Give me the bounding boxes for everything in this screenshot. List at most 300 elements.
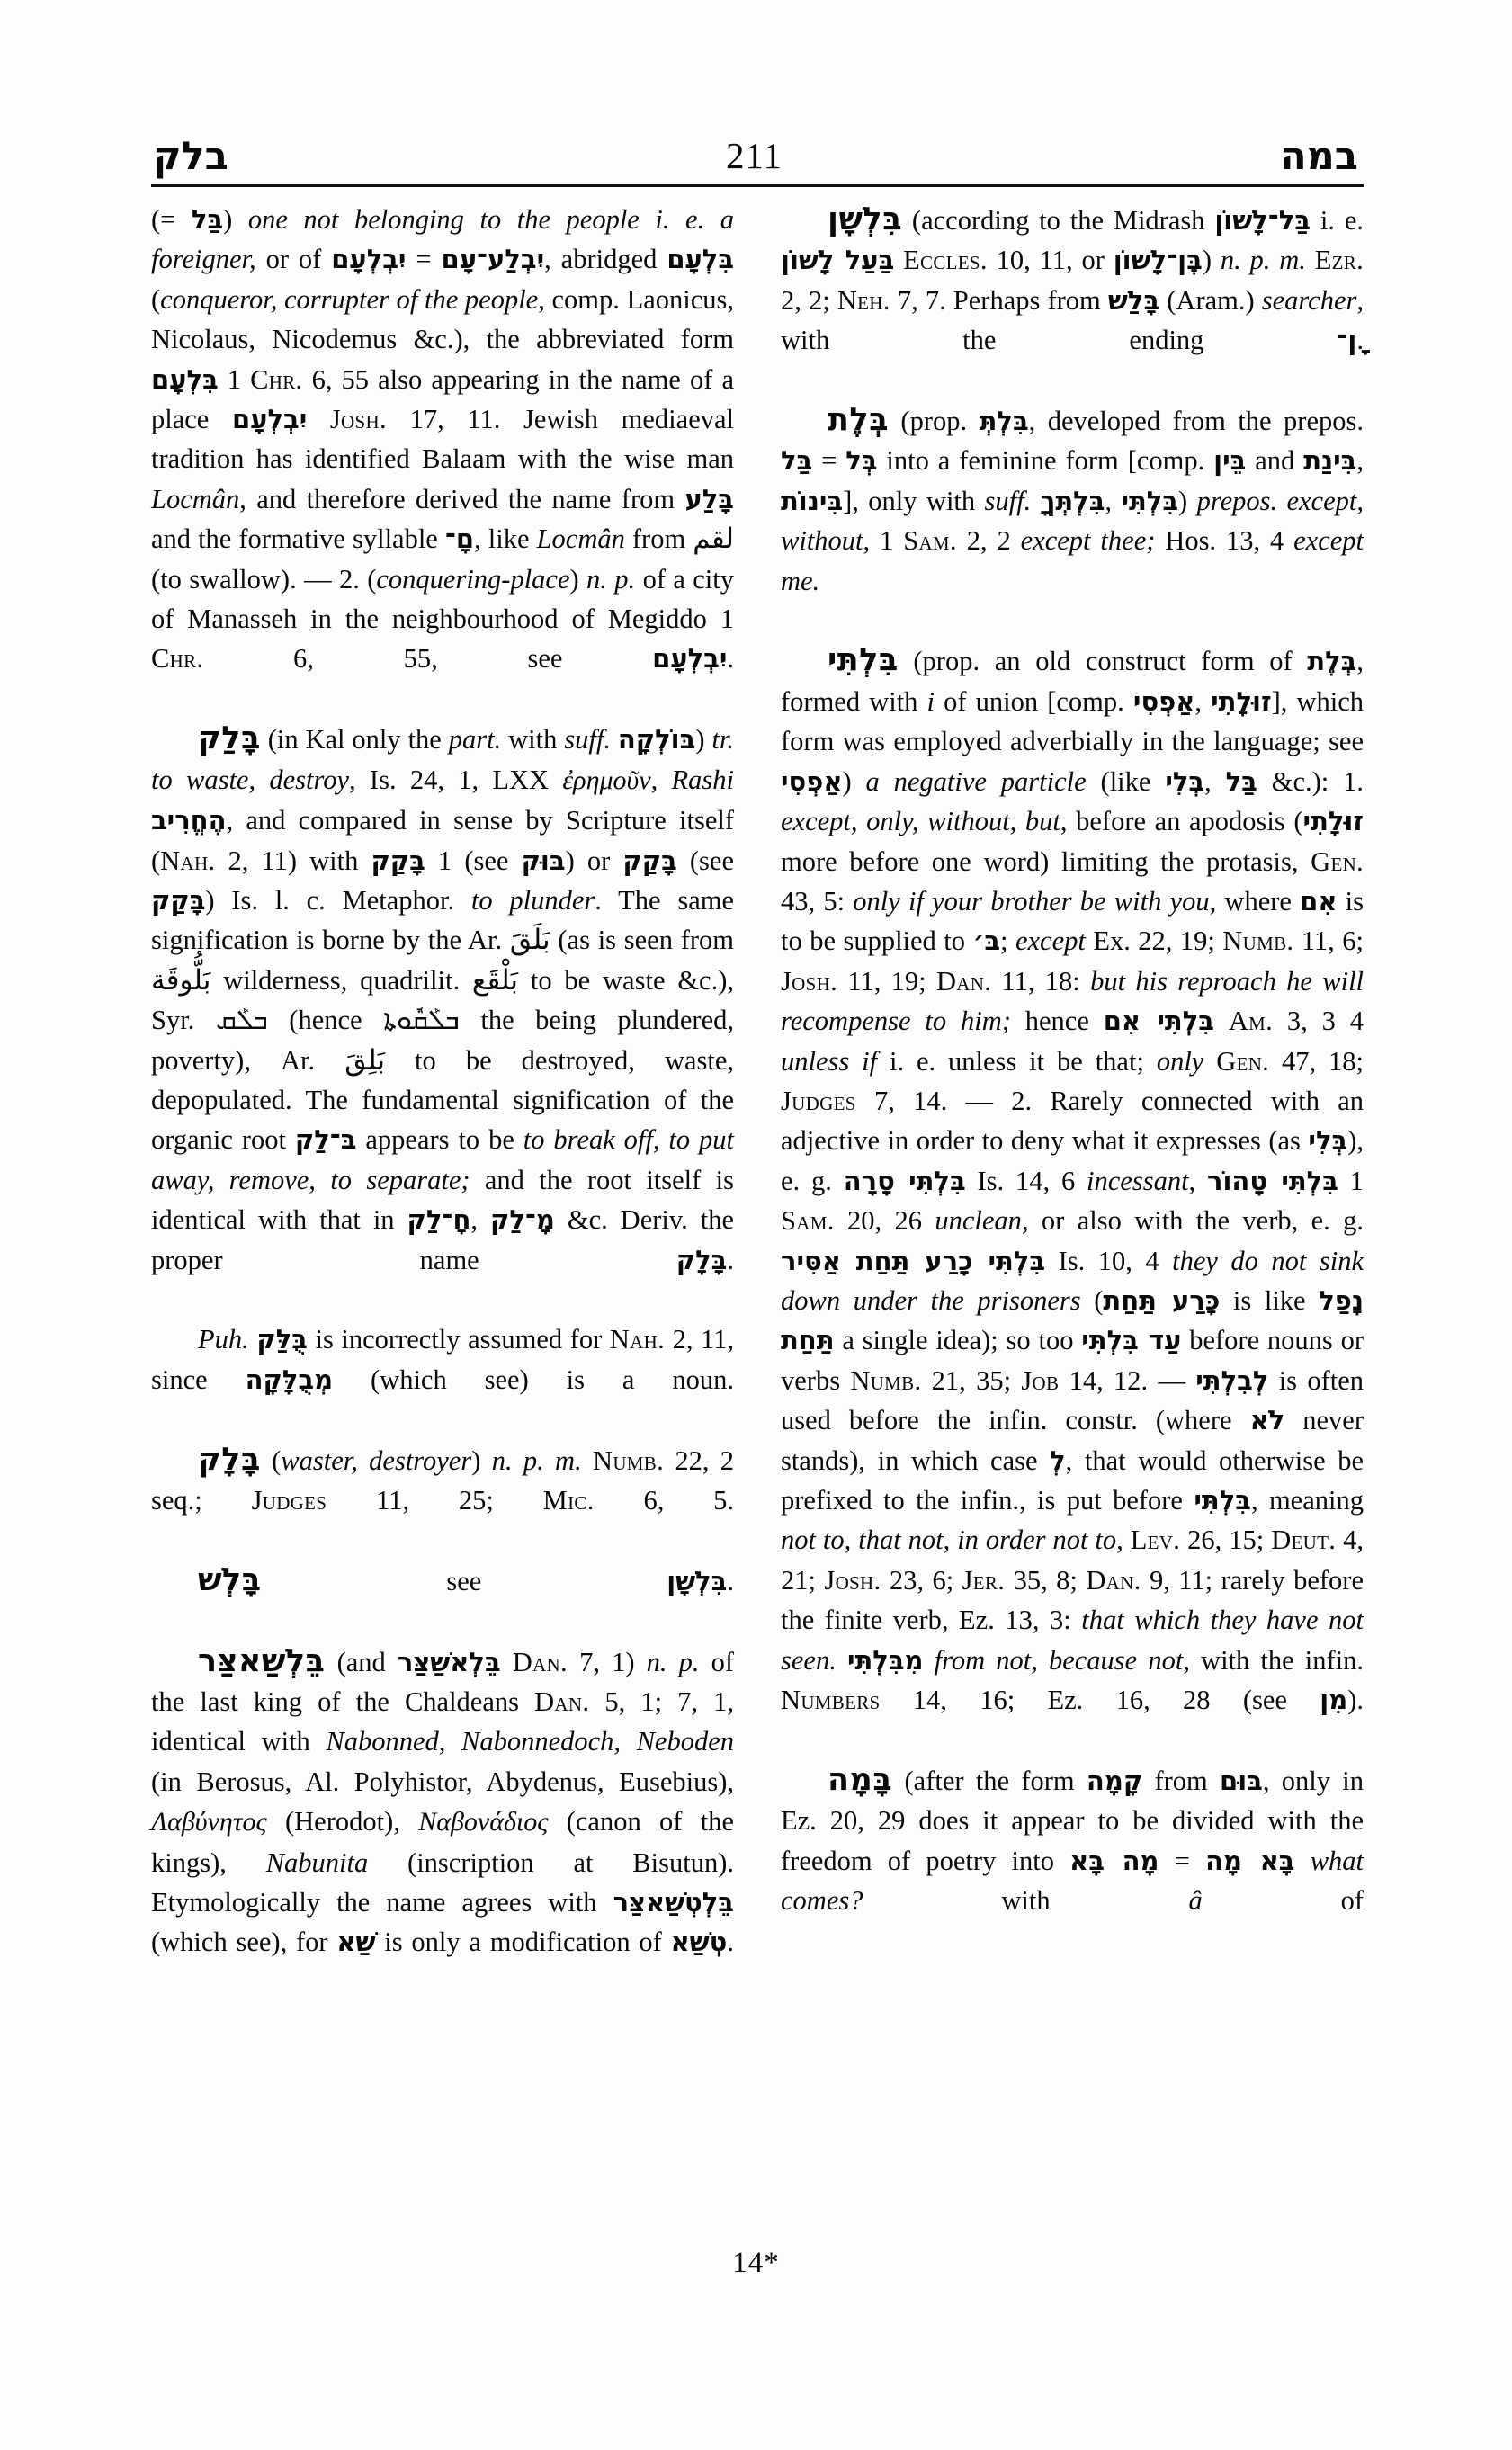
body-text: and: [1246, 445, 1304, 477]
body-text: [307, 404, 330, 434]
body-text: [611, 724, 618, 755]
scripture-reference: Ezr.: [1314, 245, 1364, 276]
running-head-right: במה: [1280, 134, 1358, 179]
arabic-text: بَلُّوقَة: [151, 963, 211, 997]
body-text: 47, 18;: [1269, 1045, 1364, 1077]
body-text: , only in Ez. 20, 29 does it appear to be divided with the freedom of poetry into: [781, 1765, 1364, 1876]
hebrew-text: קָמָה: [1086, 1765, 1143, 1796]
body-text: ], only with: [843, 485, 985, 516]
gloss-text: except, only, without, but: [781, 806, 1060, 837]
dictionary-entry: [151, 1440, 734, 1560]
scripture-reference: Josh.: [329, 404, 387, 435]
body-text: ): [1178, 485, 1197, 516]
body-text: is like: [1220, 1284, 1320, 1316]
hebrew-text: יִבְלְעָם: [232, 404, 308, 435]
hebrew-text: בְּלֶת: [1307, 646, 1357, 677]
body-text: ,: [1356, 445, 1364, 477]
running-head-left: בלק: [153, 134, 228, 179]
gloss-text: tr. to waste, destroy: [151, 724, 734, 795]
body-text: (in Berosus, Al. Polyhistor, Abydenus, Eusebius),: [151, 1766, 734, 1797]
body-text: 17, 11. Jewish mediaeval tradition has identified Balaam with the wise man: [151, 404, 734, 475]
gloss-text: n. p.: [586, 563, 636, 595]
body-text: (hence: [267, 1005, 384, 1036]
hebrew-text: בָּלַשׁ: [1107, 284, 1160, 316]
hebrew-text: בָּקַק: [622, 845, 677, 876]
scripture-reference: Dan.: [935, 965, 992, 997]
gloss-text: conquering-place: [376, 563, 570, 595]
body-text: , comp. Laonicus, Nicolaus, Nicodemus &c.), the abbreviated form: [151, 283, 734, 355]
body-text: (: [151, 283, 161, 315]
hebrew-text: מְבֻלָּקָה: [245, 1364, 334, 1395]
gloss-text: suff.: [564, 724, 611, 756]
body-text: (according to the Midrash: [902, 205, 1215, 236]
hebrew-text: בּוֹלְקָה: [617, 724, 696, 756]
hebrew-text: בָּקַק: [371, 845, 425, 876]
body-text: ;: [1000, 925, 1015, 957]
hebrew-text: מִן: [1320, 1685, 1348, 1716]
scripture-reference: Numb.: [850, 1364, 922, 1396]
body-text: 9, 11; rarely before the finite verb, Ez. 13, 3:: [781, 1564, 1364, 1636]
body-text: 43, 5:: [781, 885, 854, 917]
greek-text: ἐρημοῦν: [562, 765, 651, 795]
body-text: to be waste &c.), Syr.: [151, 964, 734, 1036]
body-text: 2, 11) with: [215, 845, 371, 876]
gloss-text: that which they have not seen.: [781, 1605, 1364, 1676]
hebrew-text: בִּלְתִּי: [1121, 485, 1179, 516]
gloss-text: a negative particle: [865, 765, 1087, 797]
hebrew-text: בַּל־לָשׁוֹן: [1214, 205, 1311, 236]
body-text: ): [223, 204, 248, 235]
body-text: ), e. g.: [781, 1125, 1364, 1196]
left-column: [151, 200, 734, 2002]
arabic-text: بَلْقَع: [471, 963, 518, 997]
page-number: 211: [726, 135, 783, 176]
header-rule: [151, 184, 1364, 187]
body-text: with: [501, 724, 565, 756]
body-text: and the root itself is identical with that in: [151, 1164, 734, 1236]
signature-mark: 14*: [732, 2247, 780, 2279]
body-text: with: [863, 1885, 1189, 1917]
body-text: into a feminine form [comp.: [877, 445, 1214, 477]
body-text: [894, 245, 903, 275]
body-text: 1 (see: [425, 845, 522, 876]
body-text: (in Kal only the: [260, 724, 449, 756]
dictionary-entry: [151, 1560, 734, 1641]
gloss-text: unclean: [935, 1205, 1022, 1237]
gloss-text: Rashi: [671, 764, 734, 795]
dictionary-entry: [781, 640, 1364, 1759]
gloss-text: what comes?: [781, 1845, 1364, 1917]
body-text: , that would otherwise be prefixed to the infin., is put before: [781, 1444, 1364, 1516]
body-text: of union [comp.: [935, 685, 1133, 717]
body-text: . The same signification is borne by the Ar.: [151, 884, 734, 956]
scripture-reference: Deut.: [1271, 1525, 1337, 1556]
hebrew-text: בּ־לַק: [294, 1124, 357, 1156]
body-text: ).: [1347, 1685, 1364, 1716]
entry-headword: בָּלְשׁ: [198, 1561, 262, 1598]
gloss-text: Nabunita: [265, 1846, 369, 1878]
gloss-text: n. p. m.: [1220, 245, 1306, 276]
body-text: , before an apodosis (: [1060, 806, 1303, 837]
body-text: .: [727, 643, 734, 675]
scripture-reference: Lev.: [1130, 1525, 1181, 1556]
body-text: 20, 26: [834, 1205, 935, 1237]
right-column: [781, 200, 1364, 2002]
entry-headword: בִּלְתִּי: [828, 642, 899, 679]
gloss-text: conqueror, corrupter of the people: [160, 283, 539, 315]
body-text: [501, 1647, 513, 1677]
scripture-reference: Gen.: [1216, 1045, 1270, 1077]
body-text: from: [1142, 1765, 1221, 1796]
hebrew-text: בּוּם: [1220, 1765, 1263, 1796]
body-text: .: [727, 1244, 734, 1275]
gloss-text: Puh.: [198, 1324, 249, 1355]
arabic-text: لقم: [693, 523, 734, 556]
page-header: [153, 108, 1358, 178]
body-text: ) Is. l. c. Metaphor.: [205, 884, 471, 916]
hebrew-text: בִּלְתְּ: [979, 406, 1029, 437]
scripture-reference: Numb.: [1222, 925, 1294, 957]
body-text: &c. Deriv. the proper name: [151, 1204, 734, 1275]
body-text: =: [406, 244, 442, 275]
hebrew-text: בַּל: [1225, 765, 1257, 797]
hebrew-text: בַּעַל לָשׁוֹן: [781, 245, 895, 276]
body-text: 5, 1; 7, 1, identical with: [151, 1686, 734, 1757]
body-text: (prop. an old construct form of: [898, 646, 1308, 677]
hebrew-text: לֹא: [1249, 1405, 1285, 1436]
gloss-text: from not, because not: [934, 1644, 1184, 1676]
gloss-text: not to, that not, in order not to: [781, 1525, 1117, 1556]
body-text: 11, 6;: [1293, 925, 1364, 957]
body-text: , and therefore derived the name from: [239, 483, 685, 514]
entry-headword: בְּלֶת: [828, 402, 889, 439]
body-text: , Is. 24, 1, LXX: [349, 764, 563, 795]
hebrew-text: חָ־לַק: [407, 1204, 471, 1236]
gloss-text: n. p. m.: [491, 1444, 582, 1476]
body-text: from: [624, 523, 693, 555]
body-text: (and: [325, 1646, 398, 1677]
hebrew-text: אַפְסִי: [1132, 685, 1195, 717]
gloss-text: except: [1015, 925, 1086, 957]
body-text: appears to be: [356, 1124, 523, 1156]
body-text: 7, 14. — 2. Rarely connected with an adjective in order to deny what it expresses (as: [781, 1085, 1364, 1157]
hebrew-text: בּ׳: [972, 925, 1001, 957]
hebrew-text: יִבְלַע־עָם: [441, 244, 545, 275]
body-text: Ex. 22, 19;: [1085, 925, 1223, 957]
body-text: .: [727, 1927, 734, 1958]
entry-headword: בֵּלְשַׁאצַּר: [198, 1642, 326, 1679]
body-text: ): [695, 724, 712, 756]
scripture-reference: Numb.: [593, 1444, 665, 1476]
body-text: ): [842, 765, 866, 797]
scripture-reference: Sam.: [781, 1205, 835, 1237]
body-text: 6, 5.: [594, 1485, 734, 1516]
hebrew-text: בְּלִי: [1165, 765, 1205, 797]
gloss-text: incessant: [1087, 1165, 1189, 1196]
body-text: i. e. unless it be that;: [877, 1045, 1157, 1077]
body-text: (Aram.): [1159, 284, 1262, 316]
hebrew-text: יִבְלְעָם: [652, 643, 728, 675]
column-container: [151, 200, 1364, 2002]
body-text: a single idea); so too: [834, 1325, 1082, 1356]
body-text: [1203, 1046, 1216, 1077]
body-text: 11, 19;: [837, 965, 936, 997]
dictionary-entry: [781, 200, 1364, 400]
gloss-text: they do not sink down under the prisoners: [781, 1245, 1364, 1316]
body-text: , or also with the verb, e. g.: [1021, 1205, 1364, 1237]
body-text: (Herodot),: [266, 1806, 419, 1838]
body-text: ,: [1116, 1525, 1131, 1556]
gloss-text: to plunder: [470, 884, 595, 916]
body-text: (which see) is a noun.: [333, 1364, 734, 1395]
body-text: of: [1202, 1885, 1364, 1917]
body-text: i. e.: [1311, 205, 1364, 236]
hebrew-text: בּוּק: [521, 845, 566, 876]
body-text: or of: [265, 244, 332, 275]
hebrew-text: ָן־: [1337, 325, 1357, 356]
greek-text: Ναβονάδιος: [418, 1807, 549, 1838]
dictionary-entry: [151, 1641, 734, 2003]
dictionary-entry: [781, 1760, 1364, 1961]
body-text: 14, 12. —: [1059, 1364, 1196, 1396]
gloss-text: i. e. a foreigner,: [151, 204, 734, 275]
body-text: 4, 21;: [781, 1525, 1364, 1596]
body-text: ,: [470, 1204, 490, 1236]
hebrew-text: בִּלְעָם: [151, 363, 219, 395]
body-text: ): [1202, 245, 1221, 276]
body-text: 1: [218, 363, 251, 395]
body-text: ) or: [565, 845, 623, 876]
body-text: ,: [1194, 685, 1212, 717]
body-text: of a city of Manasseh in the neighbourhood of Megiddo 1: [151, 563, 735, 635]
body-text: Is. 10, 4: [1045, 1245, 1173, 1276]
scripture-reference: Am.: [1228, 1006, 1274, 1037]
body-text: 1: [1338, 1165, 1364, 1196]
hebrew-text: בֶּן־לָשׁוֹן: [1113, 245, 1203, 276]
hebrew-text: זוּלָתִי: [1302, 806, 1364, 837]
scripture-reference: Gen.: [1311, 845, 1364, 877]
hebrew-text: בֵּין: [1213, 445, 1247, 477]
body-text: 6, 55, see: [203, 643, 653, 675]
hebrew-text: בִּלְתִּי טָהוֹר: [1207, 1165, 1338, 1196]
body-text: 26, 15;: [1180, 1525, 1272, 1556]
arabic-text: بَلَقَ: [509, 924, 550, 957]
gloss-text: Locmân: [151, 483, 240, 514]
body-text: ,: [1188, 1165, 1207, 1196]
body-text: .: [1356, 325, 1364, 356]
dictionary-entry: [151, 719, 734, 1319]
body-text: , meaning: [1250, 1485, 1364, 1516]
hebrew-text: מִבִּלְתִּי: [846, 1644, 924, 1676]
body-text: 7, 1): [567, 1646, 647, 1677]
body-text: , with the infin.: [1183, 1644, 1364, 1676]
body-text: [924, 1645, 935, 1676]
body-text: is to be supplied to: [781, 885, 1364, 957]
gloss-text: prepos. except, without: [781, 485, 1364, 557]
hebrew-text: לְ: [1050, 1444, 1066, 1476]
body-text: Hos. 13, 4: [1155, 525, 1294, 557]
gloss-text: waster, destroyer: [281, 1444, 472, 1476]
hebrew-text: בִּלְשָׁן: [667, 1565, 728, 1596]
body-text: [1214, 1006, 1229, 1036]
body-text: ,: [650, 764, 672, 795]
body-text: 22, 2 seq.;: [151, 1444, 734, 1516]
hebrew-text: בָּקַק: [151, 884, 206, 916]
body-text: 7, 7. Perhaps from: [890, 284, 1108, 316]
syriac-text: ܒܠܰܩܽܘܬܐ: [383, 1004, 460, 1037]
dictionary-entry: [781, 400, 1364, 640]
body-text: , like: [474, 523, 537, 555]
body-text: ): [471, 1444, 492, 1476]
hebrew-text: בָּלָק: [675, 1244, 728, 1275]
body-text: wilderness, quadrilit.: [210, 964, 472, 996]
body-text: 10, 11, or: [987, 245, 1114, 276]
hebrew-text: םָ־: [444, 523, 475, 555]
hebrew-text: אִם: [1300, 885, 1338, 917]
gloss-text: only: [1156, 1045, 1204, 1077]
gloss-text: only if your brother be with you: [853, 885, 1210, 917]
arabic-text: بَلِقَ: [344, 1043, 385, 1077]
body-text: ): [569, 563, 587, 595]
hebrew-text: בְּלִי: [1308, 1125, 1348, 1157]
body-text: is incorrectly assumed for: [307, 1324, 610, 1355]
entry-headword: בָּלַק: [198, 720, 261, 757]
body-text: is often used before the infin. constr. (where: [781, 1364, 1364, 1436]
body-text: 11, 25;: [327, 1485, 543, 1516]
hebrew-text: כָּרַע תַּחַת: [1103, 1284, 1221, 1316]
body-text: (prop.: [888, 406, 980, 437]
body-text: 11, 18:: [991, 965, 1091, 997]
gloss-text: n. p.: [646, 1646, 700, 1677]
greek-text: Λαβύνητος: [151, 1807, 267, 1838]
scripture-reference: Sam.: [903, 525, 957, 557]
hebrew-text: בֵּלְטְשַׁאצַּר: [613, 1887, 734, 1918]
scripture-reference: Chr.: [250, 363, 303, 395]
scripture-reference: Job: [1021, 1364, 1060, 1396]
hebrew-text: בַּל: [781, 445, 813, 477]
body-text: ,: [1105, 485, 1122, 516]
body-text: 35, 8;: [1005, 1564, 1087, 1596]
scripture-reference: Mic.: [542, 1485, 595, 1516]
entry-headword: בִּלְשָׁן: [828, 201, 903, 237]
scripture-reference: Eccles.: [903, 245, 988, 276]
body-text: (like: [1086, 765, 1166, 797]
hebrew-text: נָפַל תַּחַת: [781, 1284, 1364, 1356]
gloss-text: except me.: [781, 525, 1364, 596]
entry-headword: בָּמָה: [828, 1761, 893, 1798]
body-text: (see: [676, 845, 734, 876]
gloss-text: one not belonging to the people: [247, 204, 656, 235]
hebrew-text: בִּינַת: [1303, 445, 1357, 477]
scripture-reference: Nah.: [609, 1324, 665, 1355]
hebrew-text: עַד בִּלְתִּי: [1081, 1325, 1182, 1356]
hebrew-text: בְּל: [845, 445, 878, 477]
body-text: =: [1159, 1845, 1206, 1876]
hebrew-text: בִּלְתִּי סָרָה: [843, 1165, 966, 1196]
gloss-text: Nabonned, Nabonnedoch, Neboden: [326, 1726, 735, 1757]
body-text: hence: [1010, 1006, 1104, 1037]
body-text: =: [812, 445, 846, 477]
body-text: more before one word) limiting the protasis,: [781, 845, 1311, 877]
body-text: (as is seen from: [550, 925, 735, 956]
body-text: ,: [1204, 765, 1226, 797]
body-text: ], which form was employed adverbially in the language; see: [781, 685, 1364, 757]
hebrew-text: בֵּלְאשַׁצַּר: [397, 1646, 501, 1677]
body-text: 2, 11, since: [151, 1324, 735, 1395]
scripture-reference: Dan.: [534, 1686, 590, 1718]
body-text: 6, 55 also appearing in the name of a place: [151, 363, 735, 435]
body-text: [1295, 1846, 1311, 1876]
body-text: 23, 6;: [881, 1564, 962, 1596]
body-text: see: [261, 1565, 667, 1596]
body-text: before nouns or verbs: [781, 1325, 1364, 1396]
scripture-reference: Jer.: [962, 1564, 1006, 1596]
scripture-reference: Judges: [781, 1085, 856, 1116]
body-text: , and compared in sense by Scripture itself (: [151, 805, 734, 876]
body-text: 14, 16; Ez. 16, 28 (see: [880, 1685, 1320, 1716]
hebrew-text: בֻּלַּק: [256, 1324, 308, 1355]
body-text: 2, 2;: [781, 284, 837, 316]
scripture-reference: Judges: [251, 1485, 327, 1516]
body-text: Is. 14, 6: [965, 1165, 1087, 1196]
hebrew-text: בִּינוֹת: [781, 485, 844, 516]
entry-headword: בָּלָק: [198, 1441, 261, 1478]
hebrew-text: מָ־לַק: [489, 1204, 555, 1236]
hebrew-text: טְשַׁא: [670, 1927, 728, 1958]
body-text: (to swallow). — 2. (: [151, 563, 377, 595]
body-text: , abridged: [544, 244, 667, 275]
body-text: [1306, 245, 1315, 275]
hebrew-text: בִּלְעָם: [667, 244, 735, 275]
body-text: (=: [151, 204, 192, 235]
body-text: is only a modification of: [375, 1927, 671, 1958]
hebrew-text: בִּלְתִּי כָרַע תַּחַת אַסִּיר: [781, 1245, 1046, 1276]
dictionary-entry: [151, 1319, 734, 1439]
body-text: , where: [1209, 885, 1301, 917]
hebrew-text: הֶחֱרִיב: [151, 805, 227, 836]
hebrew-text: בָּא מָה: [1205, 1845, 1295, 1876]
gloss-text: suff.: [984, 485, 1032, 516]
scripture-reference: Dan.: [512, 1646, 568, 1677]
body-text: [837, 1645, 847, 1676]
hebrew-text: בָּלַע: [684, 483, 734, 514]
body-text: of the last king of the Chaldeans: [151, 1646, 734, 1718]
body-text: never stands), in which case: [781, 1405, 1364, 1476]
scripture-reference: Chr.: [151, 643, 204, 675]
hebrew-text: לְבִלְתִּי: [1195, 1364, 1269, 1396]
body-text: (: [1080, 1284, 1104, 1316]
body-text: [582, 1445, 593, 1476]
hebrew-text: אַפְסִי: [781, 765, 843, 797]
hebrew-text: יִבְלְעָם: [331, 244, 407, 275]
gloss-text: â: [1188, 1885, 1203, 1917]
syriac-text: ܒܠܰܩ: [215, 1004, 268, 1037]
scripture-reference: Nah.: [160, 845, 216, 876]
dictionary-entry: [151, 200, 734, 719]
body-text: to be destroyed, waste, depopulated. The fundamental signification of the organic root: [151, 1044, 735, 1156]
scripture-reference: Neh.: [837, 284, 890, 316]
body-text: 2, 2: [956, 525, 1021, 557]
body-text: (inscription at Bisutun). Etymologically the name agrees with: [151, 1846, 734, 1918]
gloss-text: except thee;: [1020, 525, 1156, 557]
gloss-text: but his reproach he will recompense to him;: [781, 965, 1364, 1037]
gloss-text: to break off, to put away, remove, to separate;: [151, 1124, 734, 1195]
hebrew-text: שַׁא: [336, 1927, 376, 1958]
body-text: , developed from the prepos.: [1028, 406, 1364, 437]
body-text: , with the ending: [781, 284, 1364, 356]
body-text: (after the form: [892, 1765, 1087, 1796]
body-text: , 1: [863, 525, 904, 557]
